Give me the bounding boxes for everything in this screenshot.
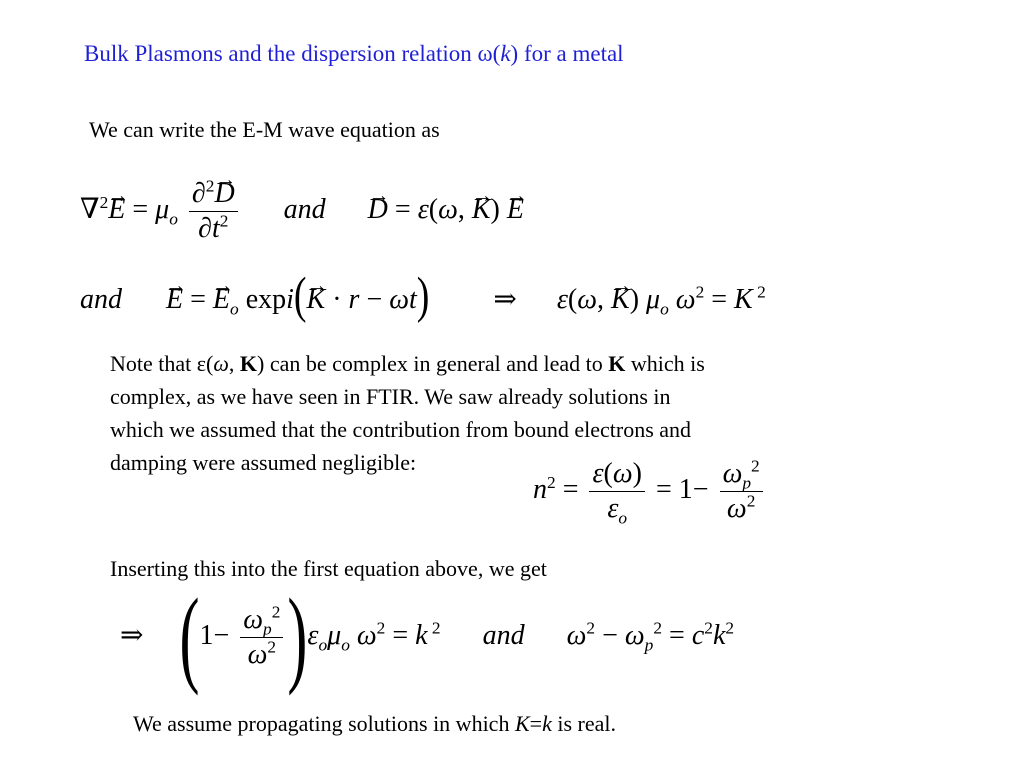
and-word-1: and bbox=[283, 194, 326, 226]
one-2: 1 bbox=[199, 619, 214, 651]
title-prefix: Bulk Plasmons and the dispersion relation ω(k) for a metal bbox=[84, 41, 624, 66]
one-1: 1 bbox=[678, 474, 693, 506]
and-word-3: and bbox=[482, 619, 525, 651]
slide-title bbox=[84, 41, 624, 67]
second-derivative-fraction: $\frac{\partial^2\to D}{\partial t^2}$ bbox=[189, 178, 238, 245]
exp-word: exp bbox=[245, 284, 287, 315]
note-line-4: damping were assumed negligible: bbox=[110, 450, 417, 475]
note-line-1: Note that ε(ω, K) can be complex in general and lead to K which is bbox=[110, 351, 705, 376]
and-word-2: and bbox=[80, 284, 122, 315]
implies-symbol-1: ⇒ bbox=[493, 284, 517, 315]
plane-wave-row: and → E = → $E_o$ expi(→ K · r − ωt) ⇒ ε(ω, → K) $\mu_o$ $\omega^2 = K$ $^2$ bbox=[80, 274, 766, 318]
plasma-ratio-fraction-1: $\frac{\omega_p^2}{\omega^2}$ bbox=[720, 458, 763, 525]
dispersion-equation: ⇒ (1− $\frac{\omega_p^2}{\omega^2}$ )$\varepsilon_o\mu_o$ $\omega^2 = k$ $^2$ and $\omega^2 - \omega_p^2 = c^2k^2$ bbox=[120, 577, 735, 696]
inserting-text: Inserting this into the first equation above, we get bbox=[110, 556, 547, 581]
intro-text: We can write the E-M wave equation as bbox=[89, 117, 440, 142]
epsilon-ratio-fraction: $\frac{\varepsilon(\omega)}{\varepsilon_o}$ bbox=[589, 458, 644, 525]
refractive-index-equation: $n^2$ = $\frac{\varepsilon(\omega)}{\varepsilon_o}$ = 1− $\frac{\omega_p^2}{\omega^2}$ bbox=[533, 458, 767, 525]
conclusion-text: We assume propagating solutions in which K=k is real. bbox=[133, 711, 616, 736]
plasma-ratio-fraction-2: $\frac{\omega_p^2}{\omega^2}$ bbox=[240, 604, 283, 671]
note-line-2: complex, as we have seen in FTIR. We saw already solutions in bbox=[110, 384, 671, 409]
implies-symbol-2: ⇒ bbox=[120, 619, 144, 651]
wave-equation-row: $\nabla^2\to E = \mu_o$ $\frac{\partial^2\to D}{\partial t^2}$ and → D = ε(ω, → K) → E bbox=[80, 178, 524, 245]
note-line-3: which we assumed that the contribution from bound electrons and bbox=[110, 417, 692, 442]
